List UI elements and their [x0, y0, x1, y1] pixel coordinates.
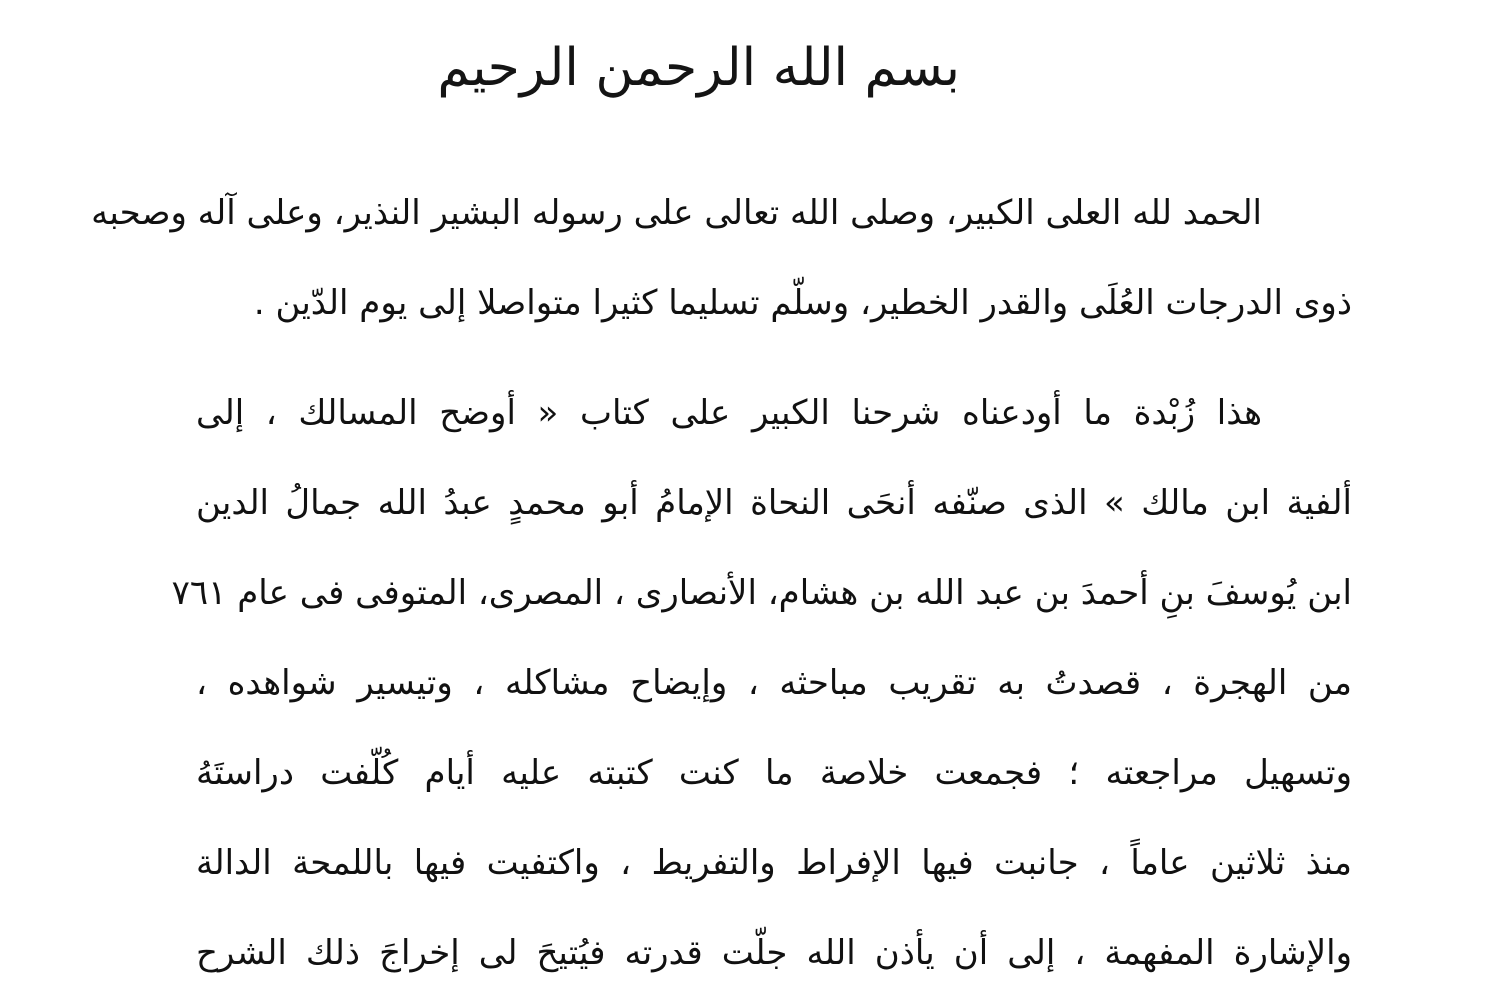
paragraph-1 — [91, 168, 1352, 348]
basmala-heading: بسم الله الرحمن الرحيم — [437, 38, 960, 98]
text-line: الحمد لله العلى الكبير، وصلى الله تعالى على رسوله البشير النذير، وعلى آله وصحبه — [91, 193, 1262, 233]
text-line: ابن يُوسفَ بنِ أحمدَ بن عبد الله بن هشام، الأنصارى ، المصرى، المتوفى فى عام ٧٦١ — [171, 573, 1352, 613]
text-line: من الهجرة ، قصدتُ به تقريب مباحثه ، وإيضاح مشاكله ، وتيسير شواهده ، — [196, 663, 1352, 703]
paragraph-2 — [171, 368, 1352, 998]
text-line: منذ ثلاثين عاماً ، جانبت فيها الإفراط والتفريط ، واكتفيت فيها باللمحة الدالة — [196, 843, 1352, 883]
text-line: ذوى الدرجات العُلَى والقدر الخطير، وسلّم تسليما كثيرا متواصلا إلى يوم الدّين . — [253, 283, 1352, 323]
text-line: ألفية ابن مالك » الذى صنّفه أنحَى النحاة الإمامُ أبو محمدٍ عبدُ الله جمالُ الدين — [196, 483, 1352, 523]
text-line: وتسهيل مراجعته ؛ فجمعت خلاصة ما كنت كتبته عليه أيام كُلّفت دراستَهُ — [196, 753, 1352, 793]
body-text — [91, 168, 1352, 998]
text-line: والإشارة المفهمة ، إلى أن يأذن الله جلّت قدرته فيُتيحَ لى إخراجَ ذلك الشرح — [196, 933, 1352, 973]
text-line: هذا زُبْدة ما أودعناه شرحنا الكبير على كتاب « أوضح المسالك ، إلى — [196, 393, 1262, 433]
